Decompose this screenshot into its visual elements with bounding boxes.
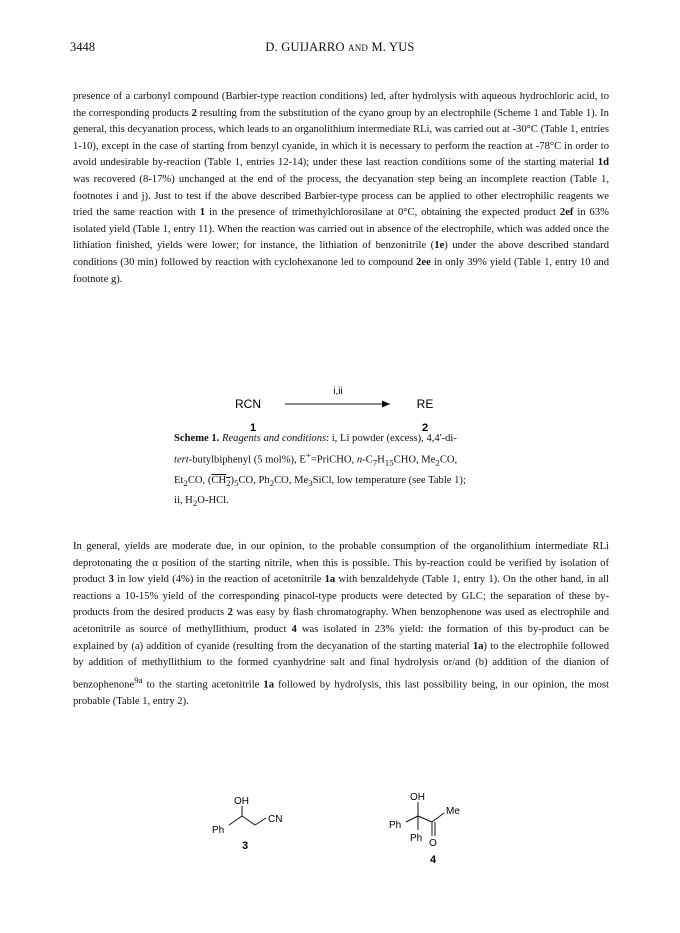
- caption-text: 3: [308, 477, 313, 488]
- product-label: RE: [416, 397, 434, 411]
- methyl-label: Me: [446, 806, 460, 817]
- text-run: ) under the above described standard conditions (30 min) followed by reaction with cyclohexanone led to compound: [73, 240, 610, 268]
- product-number: 2: [421, 422, 429, 434]
- reaction-arrowhead: [382, 401, 390, 408]
- caption-text: 2: [226, 477, 231, 488]
- caption-text: SiCl, low temperature (see Table 1);: [312, 474, 466, 486]
- text-run: in low yield (4%) in the reaction of acetonitrile: [113, 574, 325, 586]
- caption-text: 5: [234, 477, 239, 488]
- reactant-label: RCN: [235, 397, 261, 411]
- hydroxyl-label: OH: [410, 792, 425, 803]
- reagents-label: i,ii: [333, 386, 343, 397]
- phenyl-label: Ph: [389, 820, 402, 831]
- text-run: presence of a carbonyl compound (Barbier-type reaction conditions) led, after hydrolysis with aqueous hydrochloric acid, to the corresponding products: [73, 91, 609, 119]
- compound-ref: 1a: [472, 640, 484, 652]
- reactant-number: 1: [249, 422, 257, 434]
- text-run: was recovered (8-17%) unchanged at the end of the process, the decyanation step being an incomplete reaction (Table 1, footnotes i and j). Just to test if the above described Barbier-type process can be applied to other electrophilic reagents we tried the same reaction with: [73, 173, 609, 219]
- running-head-part: UIJARRO and M. Y: [290, 40, 399, 54]
- compound-ref: 2: [227, 607, 233, 619]
- caption-text: CO,: [439, 454, 458, 466]
- text-run: in 63% isolated yield (Table 1, entry 11). When the reaction was carried out in absence of the electrophile, which was added once the lithiation finished, yields were lower; for instance, the lithiation of benzonitrile (: [73, 207, 609, 252]
- caption-text: 2: [435, 457, 440, 468]
- body-paragraph-2: [73, 539, 609, 710]
- caption-text: -butylbiphenyl (5 mol%), E: [188, 454, 306, 466]
- reference-superscript: 9a: [134, 674, 143, 685]
- compound-ref: 1a: [263, 679, 275, 691]
- caption-text: Et: [174, 474, 184, 486]
- caption-text: O-HCl.: [197, 494, 229, 506]
- caption-text: n: [356, 454, 363, 466]
- bond: [418, 816, 432, 822]
- scheme-caption: [174, 430, 484, 512]
- caption-text: +: [305, 450, 311, 460]
- caption-text: CH: [211, 474, 227, 486]
- bond: [229, 816, 242, 825]
- compound-ref: 1e: [434, 240, 445, 252]
- caption-text: 15: [384, 457, 394, 468]
- page-number: 3448: [70, 40, 95, 54]
- caption-text: 7: [372, 457, 378, 468]
- text-run: followed by hydrolysis, this last possibility being, in our opinion, the most probable (Table 1, entry 2).: [73, 679, 609, 707]
- phenyl-label: Ph: [410, 833, 423, 844]
- structure-4: [389, 792, 460, 866]
- text-run: with benzaldehyde (Table 1, entry 1). On the other hand, in all reactions a 10-15% yield of the corresponding pinacol-type products were detected by GLC; the separation of these by-products from the desired products: [73, 574, 609, 619]
- caption-text: -C: [362, 454, 373, 466]
- compound-ref: 2ee: [416, 256, 431, 268]
- caption-text: 2: [269, 477, 275, 488]
- caption-label: Scheme 1.: [174, 433, 220, 444]
- text-run: ) to the electrophile followed by addition of methyllithium to the formed cyanhydrine salt and final hydrolysis or/and (b) addition of the dianion of benzophenone: [73, 640, 610, 691]
- compound-4-number: 4: [429, 854, 437, 866]
- compound-ref: 1: [199, 207, 206, 219]
- text-run: resulting from the substitution of the cyano group by an electrophile (Scheme 1 and Table 1). In general, this decyanation process, which leads to an organolithium intermediate RLi, was carried out at -30°C (Table 1, entries 1-10), except in the case of starting from benzyl cyanide, in which it is necessary to perform the reaction at -78°C in order to avoid undesirable by-reaction (Table 1, entries 12-14); under these last reaction conditions some of the starting material: [73, 107, 609, 169]
- caption-text: tert: [174, 454, 189, 466]
- caption-text: CO, Ph: [238, 474, 270, 486]
- compound-3-number: 3: [241, 840, 249, 852]
- bond: [255, 818, 266, 825]
- caption-text: [211, 475, 230, 486]
- caption-text: CO, Me: [274, 474, 309, 486]
- compound-ref: 1d: [597, 157, 609, 169]
- text-run: was easy by flash chromatography. When benzophenone was used as electrophile and acetonitrile as source of methyllithium, product: [73, 607, 609, 635]
- bond: [406, 816, 418, 822]
- text-run: in the presence of trimethylchlorosilane at 0°C, obtaining the expected product: [205, 207, 560, 219]
- compound-ref: 2ef: [559, 207, 574, 219]
- running-head-part: D. G: [265, 40, 291, 54]
- bond: [242, 816, 255, 825]
- caption-text: ): [230, 474, 235, 486]
- bond: [432, 813, 444, 822]
- caption-text: CO, (: [187, 474, 212, 486]
- compound-ref: 1a: [324, 574, 336, 586]
- caption-text: ii, H: [174, 494, 193, 506]
- caption-text: CHO, Me: [393, 454, 436, 466]
- carbonyl-oxygen-label: O: [429, 838, 437, 849]
- caption-text: 2: [192, 497, 198, 508]
- caption-text: Reagents and conditions: [221, 433, 327, 444]
- structure-3: [212, 796, 282, 852]
- nitrile-label: CN: [268, 814, 283, 825]
- text-run: to the starting acetonitrile: [142, 679, 264, 691]
- caption-text: 2: [183, 477, 188, 488]
- text-run: in only 39% yield (Table 1, entry 10 and footnote g).: [73, 256, 609, 285]
- caption-text: : i, Li powder (excess), 4,4'-di-: [326, 433, 457, 444]
- caption-text: H: [377, 454, 385, 466]
- text-run: was isolated in 23% yield: the formation of this by-product can be explained by (a) addition of cyanide (resulting from the decyanation of the starting material: [73, 623, 609, 652]
- compound-ref: 3: [108, 574, 114, 586]
- text-run: In general, yields are moderate due, in our opinion, to the probable consumption of the organolithium intermediate RLi deprotonating the α position of the starting nitrile, when this is possible. This by-reaction could be verified by isolation of product: [73, 541, 609, 586]
- compound-ref: 2: [191, 107, 197, 119]
- running-head-part: US: [398, 40, 415, 54]
- caption-text: =PriCHO,: [310, 454, 357, 466]
- compound-ref: 4: [291, 623, 297, 635]
- phenyl-label: Ph: [212, 825, 225, 836]
- hydroxyl-label: OH: [234, 796, 249, 807]
